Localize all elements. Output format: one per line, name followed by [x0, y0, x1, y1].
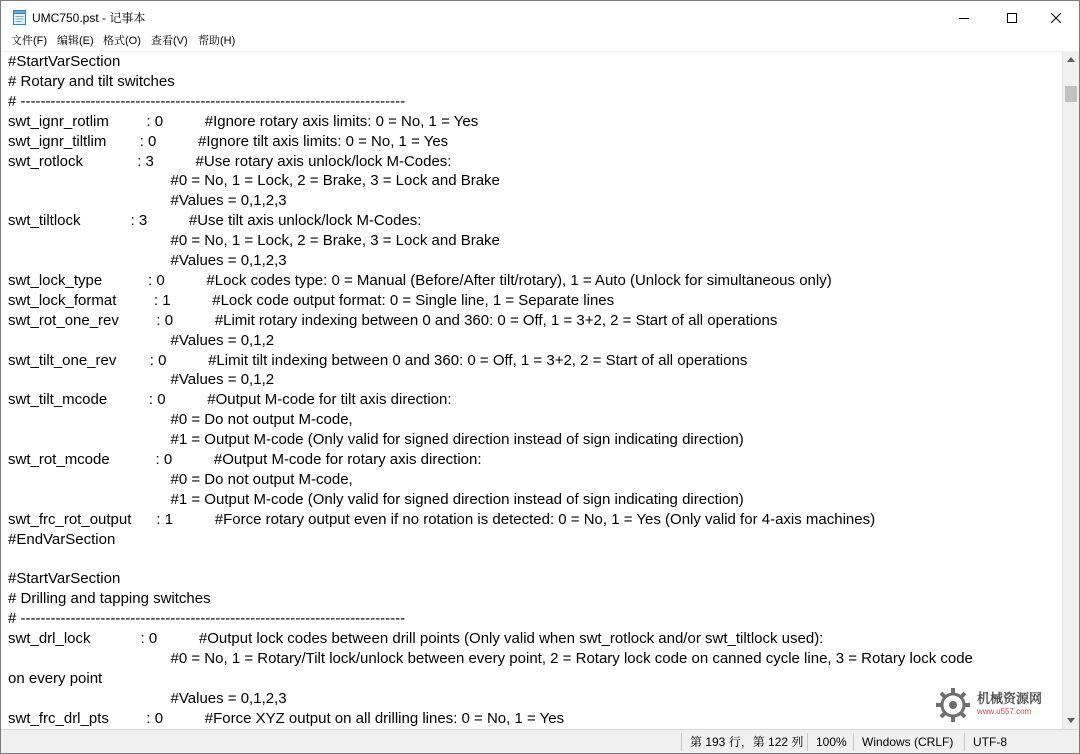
menu-view[interactable]: 查看(V)	[151, 35, 188, 47]
text-line: swt_lock_type : 0 #Lock codes type: 0 = Manual (Before/After tilt/rotary), 1 = Auto (Unlock for simultaneous only)	[8, 271, 832, 289]
text-line: #0 = Do not output M-code,	[8, 411, 353, 429]
text-line: #0 = Do not output M-code,	[8, 470, 353, 488]
watermark	[931, 685, 1061, 725]
menu-format[interactable]: 格式(O)	[103, 35, 141, 47]
notepad-icon	[13, 10, 26, 25]
text-line: #Values = 0,1,2,3	[8, 252, 287, 269]
vertical-scrollbar[interactable]	[1062, 51, 1079, 729]
maximize-icon	[1007, 13, 1017, 23]
window-title: UMC750.pst - 记事本	[32, 11, 146, 25]
menu-help[interactable]: 帮助(H)	[198, 35, 236, 47]
status-bar	[1, 729, 1079, 753]
text-line: #Values = 0,1,2,3	[8, 192, 287, 210]
scroll-up-button[interactable]	[1063, 51, 1079, 68]
status-line-ending: Windows (CRLF)	[862, 735, 954, 749]
text-line: # -----------------------------------------------------------------------------	[8, 610, 406, 628]
text-line: swt_ignr_tiltlim : 0 #Ignore tilt axis limits: 0 = No, 1 = Yes	[8, 132, 449, 150]
chevron-up-icon	[1067, 57, 1075, 62]
text-line: swt_drl_lock : 0 #Output lock codes between drill points (Only valid when swt_rotlock and/or swt_tiltlock used):	[8, 630, 824, 648]
text-line: swt_ignr_rotlim : 0 #Ignore rotary axis limits: 0 = No, 1 = Yes	[8, 112, 479, 130]
scroll-down-button[interactable]	[1063, 712, 1079, 729]
menu-file[interactable]: 文件(F)	[11, 35, 48, 47]
gear-icon	[933, 685, 973, 725]
text-line: #1 = Output M-code (Only valid for signed direction instead of sign indicating direction)	[8, 490, 744, 508]
text-line: swt_frc_rot_output : 1 #Force rotary output even if no rotation is detected: 0 = No, 1 = Yes (Only valid for 4-axis machines)	[8, 510, 876, 528]
status-divider	[681, 733, 682, 751]
title-bar	[1, 1, 1079, 34]
scroll-thumb[interactable]	[1065, 86, 1077, 102]
status-zoom: 100%	[816, 735, 847, 749]
chevron-down-icon	[1067, 718, 1075, 723]
close-button[interactable]	[1033, 1, 1079, 34]
text-line: #0 = No, 1 = Lock, 2 = Brake, 3 = Lock and Brake	[8, 172, 500, 190]
text-line: # -----------------------------------------------------------------------------	[8, 92, 406, 110]
text-line: #Values = 0,1,2,3	[8, 689, 287, 707]
text-line: swt_tilt_one_rev : 0 #Limit tilt indexing between 0 and 360: 0 = Off, 1 = 3+2, 2 = Start of all operations	[8, 351, 748, 369]
text-line: swt_rot_one_rev : 0 #Limit rotary indexing between 0 and 360: 0 = Off, 1 = 3+2, 2 = Start of all operations	[8, 311, 778, 329]
watermark-name: 机械资源网	[977, 691, 1043, 706]
status-divider	[964, 733, 965, 751]
text-line: swt_rotlock : 3 #Use rotary axis unlock/lock M-Codes:	[8, 152, 452, 170]
text-line: #StartVarSection	[8, 570, 121, 588]
text-line: #0 = No, 1 = Rotary/Tilt lock/unlock between every point, 2 = Rotary lock code on canned cycle line, 3 = Rotary lock code	[8, 650, 973, 667]
watermark-url: www.u557.com	[977, 707, 1032, 716]
text-line: # Drilling and tapping switches	[8, 590, 211, 608]
text-editor[interactable]	[1, 51, 1062, 729]
text-line: #StartVarSection	[8, 53, 121, 70]
menu-edit[interactable]: 编辑(E)	[57, 35, 94, 47]
text-line: swt_frc_drl_pts : 0 #Force XYZ output on all drilling lines: 0 = No, 1 = Yes	[8, 709, 565, 727]
text-line: swt_tiltlock : 3 #Use tilt axis unlock/lock M-Codes:	[8, 212, 422, 230]
minimize-icon	[959, 13, 969, 23]
status-encoding: UTF-8	[973, 735, 1007, 749]
text-line: #0 = No, 1 = Lock, 2 = Brake, 3 = Lock and Brake	[8, 232, 500, 250]
text-line: on every point	[8, 669, 103, 687]
text-line: # Rotary and tilt switches	[8, 72, 175, 90]
menu-bar	[1, 34, 1079, 51]
minimize-button[interactable]	[941, 1, 987, 34]
text-line: #Values = 0,1,2	[8, 371, 275, 389]
text-line: swt_tilt_mcode : 0 #Output M-code for tilt axis direction:	[8, 391, 452, 409]
text-line: #EndVarSection	[8, 530, 116, 548]
text-line: swt_lock_format : 1 #Lock code output format: 0 = Single line, 1 = Separate lines	[8, 291, 615, 309]
status-position: 第 193 行，第 122 列	[690, 735, 804, 749]
status-divider	[853, 733, 854, 751]
close-icon	[1051, 13, 1061, 23]
status-divider	[807, 733, 808, 751]
text-line: #1 = Output M-code (Only valid for signed direction instead of sign indicating direction)	[8, 431, 744, 449]
maximize-button[interactable]	[989, 1, 1035, 34]
text-line: #Values = 0,1,2	[8, 331, 275, 349]
text-line: swt_rot_mcode : 0 #Output M-code for rotary axis direction:	[8, 451, 482, 468]
